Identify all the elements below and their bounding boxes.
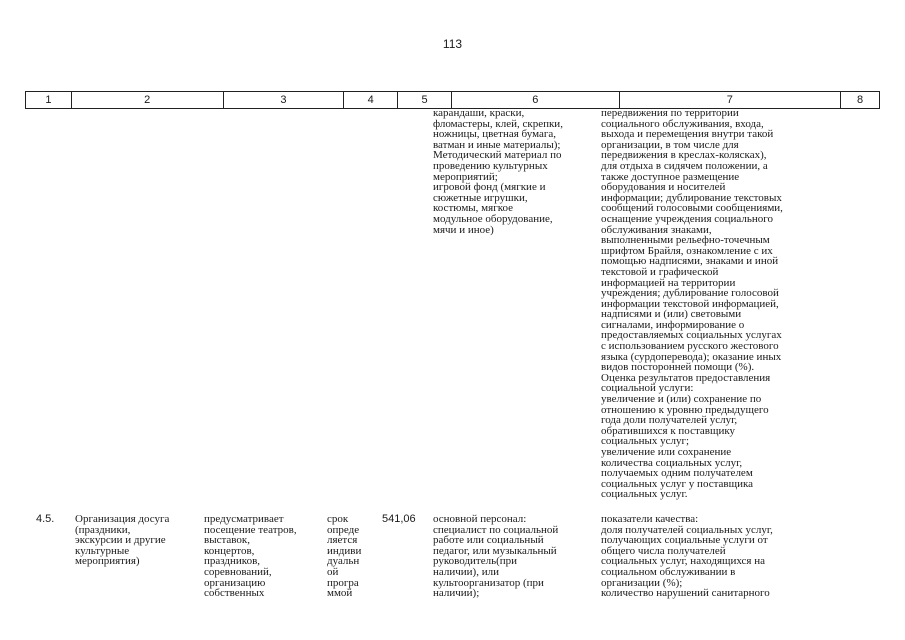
service-name: Организация досуга (праздники, экскурсии и другие культурные мероприятия) [75, 513, 170, 568]
header-col-6: 6 [452, 92, 620, 108]
header-col-5: 5 [398, 92, 452, 108]
header-col-8: 8 [856, 94, 864, 106]
service-term: срок опреде ляется индиви дуальн ой програ ммой [327, 513, 362, 600]
service-tariff: 541,06 [382, 513, 416, 525]
service-quality-indicators: показатели качества: доля получателей социальных услуг, получающих социальные услуги от общего числа получателей социальных услуг, находящихся на социальном обслуживании в организации (%); количество нарушений санитарного [601, 513, 773, 600]
continued-resources-text: карандаши, краски, фломастеры, клей, скрепки, ножницы, цветная бумага, ватман и иные материалы); Методический материал по проведению культурных мероприятий; игровой фонд (мягкие и сюжетные игрушки, костюмы, мягкое модульное оборудование, мячи и иное) [433, 107, 563, 236]
page-number: 113 [442, 37, 463, 51]
header-col-2: 2 [72, 92, 224, 108]
header-col-4: 4 [344, 92, 398, 108]
header-col-3: 3 [224, 92, 345, 108]
service-description: предусматривает посещение театров, выставок, концертов, праздников, соревнований, организацию собственных [204, 513, 297, 600]
header-col-7: 7 [620, 92, 841, 108]
row-number: 4.5. [36, 513, 55, 525]
service-conditions: основной персонал: специалист по социальной работе или социальный педагог, или музыкальный руководитель(при наличии), или культоорганизатор (при наличии); [433, 513, 559, 600]
header-col-1: 1 [26, 92, 72, 108]
continued-quality-text: передвижения по территории социального обслуживания, входа, выхода и перемещения внутри такой организации, в том числе для передвижения в креслах-колясках), для отдыха в сидячем положении, а также доступное размещение оборудования и носителей информации; дублирование текстовых сообщений голосовыми сообщениями, оснащение учреждения социального обслуживания знаками, выполненными рельефно-точечным шрифтом Брайля, ознакомление с их помощью надписями, знаками и иной текстовой и графической информацией на территории учреждения; дублирование голосовой информации текстовой информацией, надписями и (или) световыми сигналами, информирование о предоставляемых социальных услугах с использованием русского жестового языка (сурдоперевода); оказание иных видов посторонней помощи (%). Оценка результатов предоставления социальной услуги: увеличение и (или) сохранение по отношению к уровню предыдущего года доли получателей услуг, обратившихся к поставщику социальных услуг; увеличение или сохранение количества социальных услуг, получаемых одним получателем социальных услуг у поставщика социальных услуг. [601, 107, 783, 501]
